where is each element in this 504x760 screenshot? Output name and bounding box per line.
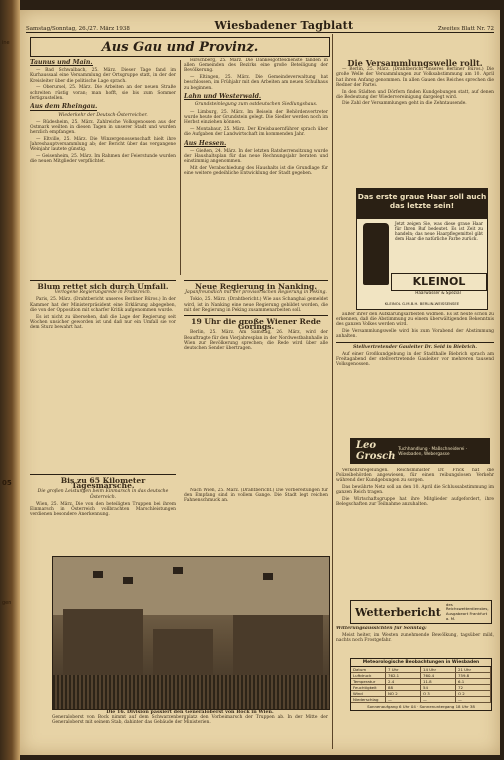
article-text: — Montabaur, 25. März. Der Kreisbauernführer sprach über die Aufgaben der Landwirtschaft im kommenden Jahr. bbox=[184, 126, 328, 137]
table-title: Meteorologische Beobachtungen in Wiesbaden bbox=[351, 659, 491, 667]
page-number: Zweites Blatt Nr. 72 bbox=[437, 26, 494, 32]
issue-date: Samstag/Sonntag, 26./27. März 1938 bbox=[26, 26, 130, 32]
ad-text: Tuchhandlung · Maßschneiderei · Wiesbaden, Webergasse bbox=[398, 446, 468, 456]
article-headline: Die Versammlungswelle rollt. bbox=[347, 58, 483, 68]
table-footer: Sonnenaufgang 6 Uhr 04 · Sonnenuntergang 18 Uhr 38 bbox=[367, 704, 475, 709]
article-text: Tokio, 25. März. (Drahtbericht.) Wie aus Schanghai gemeldet wird, ist in Nanking eine neue Regierung gebildet worden, die mit der Regierung in Peking zusammenarbeiten soll. bbox=[184, 297, 328, 313]
article-text: — Rüdesheim, 25. März. Zahlreiche Volksgenossen aus der Ostmark weilten in diesen Tagen in unserer Stadt und wurden herzlich empfangen. bbox=[30, 119, 176, 136]
article-text: Das bewährte Netz soll an den 10. April die Schlussabstimmung im ganzen Reich tragen. bbox=[336, 485, 494, 496]
kleinol-advertisement bbox=[356, 188, 488, 310]
article-column-left bbox=[30, 58, 176, 273]
article-subheading: Wiederkehr der Deutsch-Österreicher. bbox=[58, 112, 148, 118]
article-headline: Bis zu 65 Kilometer Tagesmärsche. bbox=[60, 476, 146, 491]
article-text: Mit der Verabschiedung des Haushalts ist die Grundlage für eine weitere gedeihliche Entwicklung der Stadt gegeben. bbox=[184, 165, 328, 177]
article-subheading: Stellvertretender Gauleiter Dr. Seid in Biebrich. bbox=[353, 344, 477, 350]
article-column-mid bbox=[184, 58, 328, 273]
news-photo bbox=[52, 556, 330, 710]
article-headline: Blum rettet sich durch Umfall. bbox=[37, 282, 169, 291]
section-banner bbox=[30, 37, 330, 57]
section-heading: Aus Hessen. bbox=[184, 139, 227, 147]
article-text: Berlin, 25. März. Am Samstag, 26. März, wird der Beauftragte für den Vierjahresplan in der Nordwestbahnhalle in Wien zur Bevölkerung sprechen; die Rede wird über alle deutschen Sender übertragen. bbox=[184, 330, 328, 352]
article-text: Auf einer Großkundgebung in der Stadthalle Biebrich sprach am Freitagabend der stellvertretende Gauleiter vor mehreren tausend Volksgenossen. bbox=[336, 351, 494, 368]
weather-source: des Reichswetterdienstes, Ausgabeort Frankfurt a. M. bbox=[445, 601, 489, 621]
article-wien bbox=[184, 488, 328, 552]
page-header bbox=[26, 16, 494, 33]
article-text: Paris, 25. März. (Drahtbericht unseres Berliner Büros.) In der Kammer hat der Ministerpräsident eine Erklärung abgegeben, die von der Opposition mit scharfer Kritik aufgenommen wurde. bbox=[30, 297, 176, 313]
article-subheading: Die großen Leistungen beim Einmarsch in das deutsche Österreich. bbox=[37, 489, 169, 500]
article-text: Die Zahl der Versammlungen geht in die Zehntausende. bbox=[342, 101, 467, 107]
article-headline: Neue Regierung in Nanking. bbox=[195, 282, 317, 291]
ad-headline: Das erste graue Haar soll auch das letzte sein! bbox=[357, 189, 487, 219]
strip-fragment: gen bbox=[2, 600, 12, 606]
bottle-icon bbox=[363, 223, 389, 285]
article-versammlung bbox=[336, 58, 494, 184]
column-header: 21 Uhr bbox=[456, 667, 491, 672]
article-nanking bbox=[184, 278, 328, 468]
photo-caption bbox=[52, 710, 328, 726]
section-heading: Taunus und Main. bbox=[30, 59, 93, 66]
article-text: — Eltingen, 25. März. Die Gemeindeverwaltung hat beschlossen, im Frühjahr mit den Arbeiten am neuen Schulhaus zu beginnen. bbox=[184, 75, 328, 91]
article-headline: 19 Uhr die große Wiener Rede Görings. bbox=[191, 317, 321, 332]
table-row: Wind NO 2 O 3 O 2 bbox=[351, 691, 491, 697]
strip-fragment: ine bbox=[2, 40, 10, 46]
article-text: Die Wirtschaftsgruppe hat ihre Mitglieder aufgefordert, ihre Belegschaften zur Teilnahme anzuhalten. bbox=[336, 497, 494, 508]
column-header: 14 Uhr bbox=[421, 667, 456, 672]
newspaper-page bbox=[20, 10, 500, 755]
article-text: außer ihrer den Aufklärungsarbeiten widmen. Es ist heute schon zu erkennen, daß die Abstimmung zu einem überwältigenden Bekenntnis des ganzen Volkes werden wird. bbox=[336, 312, 494, 328]
article-text: — Bad Schwalbach, 25. März. Dieser Tage fand im Kurhaussaal eine Versammlung der Ortsgruppe statt, in der der Kreisleiter über die politische Lage sprach. bbox=[30, 68, 176, 84]
article-text: — Gießen, 24. März. In der letzten Ratsherrensitzung wurde der Haushaltsplan für das neue Rechnungsjahr beraten und einstimmig angenommen. bbox=[184, 148, 328, 165]
ad-brand-sub: Haarwasser & Spezial bbox=[415, 290, 461, 295]
caption-title: Die 16. Division passiert den Generaloberst von Bock in Wien. bbox=[106, 709, 274, 715]
table-row: Temperatur 2.4 11.8 6.1 bbox=[351, 679, 491, 685]
article-verkehr bbox=[336, 468, 494, 596]
column-header: 7 Uhr bbox=[386, 667, 421, 672]
section-heading: Lahn und Westerwald. bbox=[184, 93, 262, 101]
column-divider bbox=[180, 60, 181, 275]
section-title: Aus Gau und Provinz. bbox=[101, 39, 259, 55]
article-subheading: Japanfreundlich mit der provisorischen Regierung in Peking. bbox=[185, 290, 327, 296]
article-continued bbox=[336, 312, 494, 436]
section-heading: Aus dem Rheingau. bbox=[30, 103, 98, 111]
ad-brand: Leo Grosch bbox=[356, 440, 396, 462]
column-header: Datum bbox=[351, 667, 386, 672]
article-marches bbox=[30, 472, 176, 552]
article-subheading: Verlogene Regierungsrede in Frankreich. bbox=[54, 290, 152, 296]
article-text: In den Städten und Dörfern finden Kundgebungen statt, auf denen die Bedeutung der Wiedervereinigung dargelegt wird. bbox=[336, 89, 494, 100]
article-text: Die Versammlungswelle wird bis zum Vorabend der Abstimmung anhalten. bbox=[336, 329, 494, 340]
weather-title: Wetterbericht bbox=[355, 605, 441, 619]
article-blum bbox=[30, 278, 176, 468]
column-divider bbox=[332, 34, 333, 749]
table-row: Feuchtigkeit 88 54 72 bbox=[351, 685, 491, 691]
article-subheading: Grundsteinlegung zum ostdeutschen Siedlungshaus. bbox=[194, 102, 318, 108]
forecast-text: Meist heiter, im Westen zunehmende Bewölkung, tagsüber mild, nachts noch Frostgefahr. bbox=[336, 633, 494, 644]
article-text: Nach Wien, 25. März. (Drahtbericht.) Die Vorbereitungen für den Empfang sind in vollem Gange. Die Stadt legt reichen Fahnenschmuck an. bbox=[184, 488, 328, 504]
article-text: Verkehrsregelungen. Reichsminister Dr. Frick hat die Polizeibehörden angewiesen, für einen reibungslosen Verkehr während der Kundgebungen zu sorgen. bbox=[336, 468, 494, 484]
ad-footer: KLEINOL G.M.B.H. BERLIN-WEISSENSEE bbox=[384, 301, 460, 306]
caption-text: Generaloberst von Bock nimmt auf dem Schwarzenbergplatz den Vorbeimarsch der Truppen ab. In der Mitte der Generaloberst mit seinem Stab, dahinter das Gebäude der Ministerien. bbox=[52, 715, 328, 726]
weather-observations-table bbox=[350, 658, 492, 711]
article-text: Hirschberg, 25. März. Die Dankesgottesdienste fanden in allen Gemeinden des Bezirks eine große Beteiligung der Bevölkerung. bbox=[184, 58, 328, 74]
masthead: Wiesbadener Tagblatt bbox=[214, 19, 354, 32]
article-text: — Eltville, 25. März. Die Winzergenossenschaft hielt ihre Jahreshauptversammlung ab; der Bericht über das vergangene Weinjahr lautete günstig. bbox=[30, 136, 176, 153]
grosch-advertisement bbox=[350, 438, 490, 464]
ad-text: Jetzt zeigen Sie, was diese graue Haar für Ihren Ruf bedeutet. Es ist Zeit zu handeln; das neue Haarpflegemittel gibt dem Haar die natürliche Farbe zurück. bbox=[395, 221, 483, 241]
article-text: Wien, 25. März. Die von den beteiligten Truppen bei ihrem Einmarsch in Österreich vollbrachten Marschleistungen verdienen besondere Anerkennung. bbox=[30, 501, 176, 518]
table-row: Luftdruck 762.1 760.4 759.8 bbox=[351, 673, 491, 679]
article-text: — Geisenheim, 25. März. Im Rahmen der Feierstunde wurden die neuen Mitglieder verpflichtet. bbox=[30, 154, 176, 165]
weather-forecast bbox=[336, 626, 494, 656]
article-text: Es ist nicht zu übersehen, daß die Lage der Regierung seit Wochen unsicher geworden ist und daß nur ein Umfall sie vor dem Sturz bewahrt hat. bbox=[30, 314, 176, 330]
article-text: — Limburg, 25. März. Im Beisein der Behördenvertreter wurde heute der Grundstein gelegt. Die Siedler werden noch im Herbst einziehen können. bbox=[184, 109, 328, 126]
weather-box bbox=[350, 600, 492, 624]
table-row: Niederschlag — — — bbox=[351, 697, 491, 703]
ad-brand: KLEINOL bbox=[391, 273, 487, 291]
forecast-heading: Witterungsaussichten für Sonntag: bbox=[336, 626, 427, 631]
article-text: — Oberursel, 25. März. Die Arbeiten an der neuen Straße schreiten rüstig voran; man hofft, sie bis zum Sommer fertigzustellen. bbox=[30, 85, 176, 101]
strip-fragment: 05 bbox=[2, 479, 12, 487]
adjacent-page-strip bbox=[0, 0, 20, 760]
article-text: — Berlin, 25. März. (Drahtbericht unseres Berliner Büros.) Die große Welle der Versammlungen zur Volksabstimmung am 10. April hat ihren Anfang genommen. In allen Gauen des Reiches sprechen die Redner der Partei. bbox=[336, 67, 494, 88]
